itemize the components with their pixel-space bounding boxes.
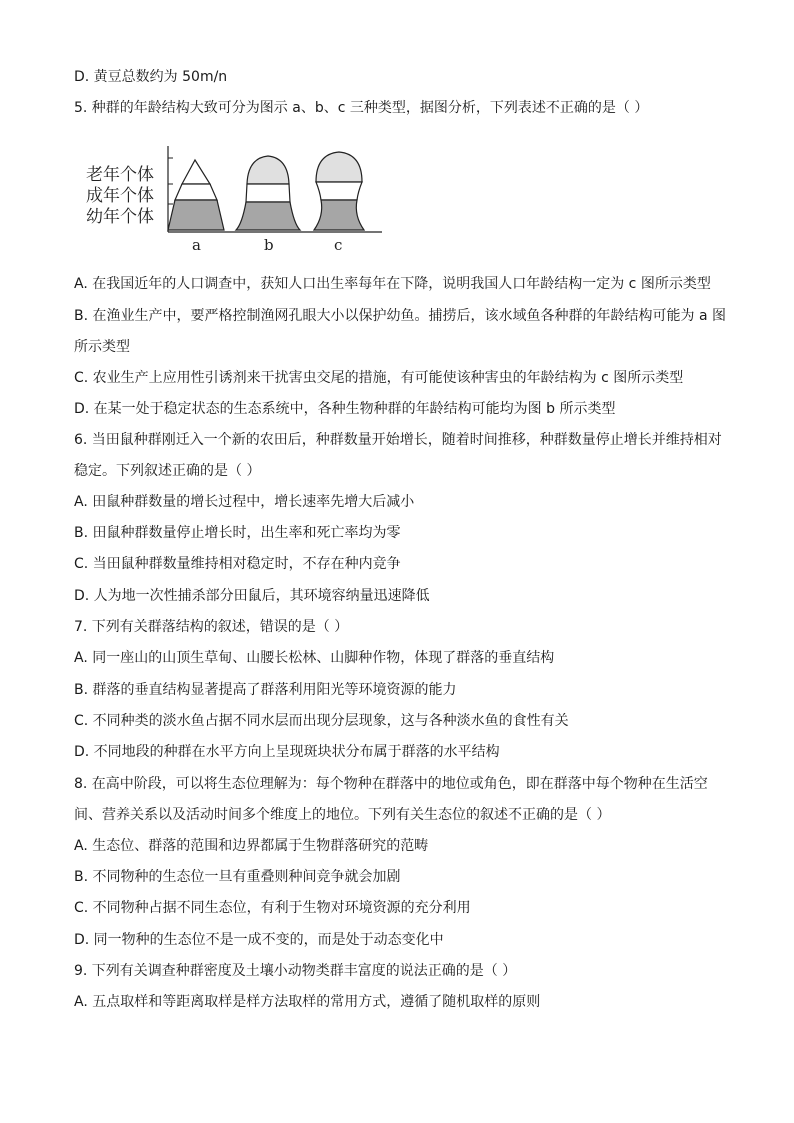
age-structure-figure: [84, 140, 384, 260]
question-7-stem: 7. 下列有关群落结构的叙述，错误的是（ ）: [74, 619, 349, 635]
q6-option-c: C. 当田鼠种群数量维持相对稳定时，不存在种内竞争: [74, 556, 401, 572]
q5-option-d: D. 在某一处于稳定状态的生态系统中，各种生物种群的年龄结构可能均为图 b 所示类型: [74, 401, 616, 417]
q5-option-a: A. 在我国近年的人口调查中，获知人口出生率每年在下降，说明我国人口年龄结构一定为 c 图所示类型: [74, 276, 711, 292]
q8-option-c: C. 不同物种占据不同生态位，有利于生物对环境资源的充分利用: [74, 900, 471, 916]
panel-label-a: a: [192, 236, 201, 254]
pyramid-c: [314, 152, 364, 230]
q7-option-b: B. 群落的垂直结构显著提高了群落利用阳光等环境资源的能力: [74, 682, 457, 698]
panel-label-c: c: [334, 236, 343, 254]
q7-option-d: D. 不同地段的种群在水平方向上呈现斑块状分布属于群落的水平结构: [74, 744, 500, 760]
q7-option-a: A. 同一座山的山顶生草甸、山腰长松林、山脚种作物，体现了群落的垂直结构: [74, 650, 555, 666]
q7-option-c: C. 不同种类的淡水鱼占据不同水层而出现分层现象，这与各种淡水鱼的食性有关: [74, 713, 569, 729]
pyramid-b: [236, 156, 300, 230]
pyramid-a: [168, 160, 224, 230]
q8-option-a: A. 生态位、群落的范围和边界都属于生物群落研究的范畴: [74, 838, 429, 854]
q9-option-a: A. 五点取样和等距离取样是样方法取样的常用方式，遵循了随机取样的原则: [74, 994, 541, 1010]
question-5-stem: 5. 种群的年龄结构大致可分为图示 a、b、c 三种类型，据图分析，下列表述不正确的是（ ）: [74, 100, 649, 116]
label-adult: 成年个体: [86, 186, 154, 206]
panel-label-b: b: [264, 236, 274, 254]
q8-option-b: B. 不同物种的生态位一旦有重叠则种间竞争就会加剧: [74, 869, 401, 885]
q5-option-b-cont: 所示类型: [74, 339, 130, 355]
q6-option-a: A. 田鼠种群数量的增长过程中，增长速率先增大后减小: [74, 494, 415, 510]
question-9-stem: 9. 下列有关调查种群密度及土壤小动物类群丰富度的说法正确的是（ ）: [74, 963, 517, 979]
q6-option-b: B. 田鼠种群数量停止增长时，出生率和死亡率均为零: [74, 525, 401, 541]
q8-option-d: D. 同一物种的生态位不是一成不变的，而是处于动态变化中: [74, 932, 444, 948]
q5-option-c: C. 农业生产上应用性引诱剂来干扰害虫交尾的措施，有可能使该种害虫的年龄结构为 c 图所示类型: [74, 370, 684, 386]
question-6-stem-cont: 稳定。下列叙述正确的是（ ）: [74, 463, 261, 479]
q5-option-b: B. 在渔业生产中，要严格控制渔网孔眼大小以保护幼鱼。捕捞后，该水域鱼各种群的年龄结构可能为 a 图: [74, 308, 726, 324]
label-old: 老年个体: [86, 165, 154, 185]
q6-option-d: D. 人为地一次性捕杀部分田鼠后，其环境容纳量迅速降低: [74, 588, 430, 604]
question-8-stem: 8. 在高中阶段，可以将生态位理解为：每个物种在群落中的地位或角色，即在群落中每个物种在生活空: [74, 776, 708, 792]
question-8-stem-cont: 间、营养关系以及活动时间多个维度上的地位。下列有关生态位的叙述不正确的是（ ）: [74, 807, 611, 823]
line-d-soybean: D. 黄豆总数约为 50m/n: [74, 69, 228, 85]
label-young: 幼年个体: [86, 207, 154, 227]
question-6-stem: 6. 当田鼠种群刚迁入一个新的农田后，种群数量开始增长，随着时间推移，种群数量停止增长并维持相对: [74, 432, 722, 448]
